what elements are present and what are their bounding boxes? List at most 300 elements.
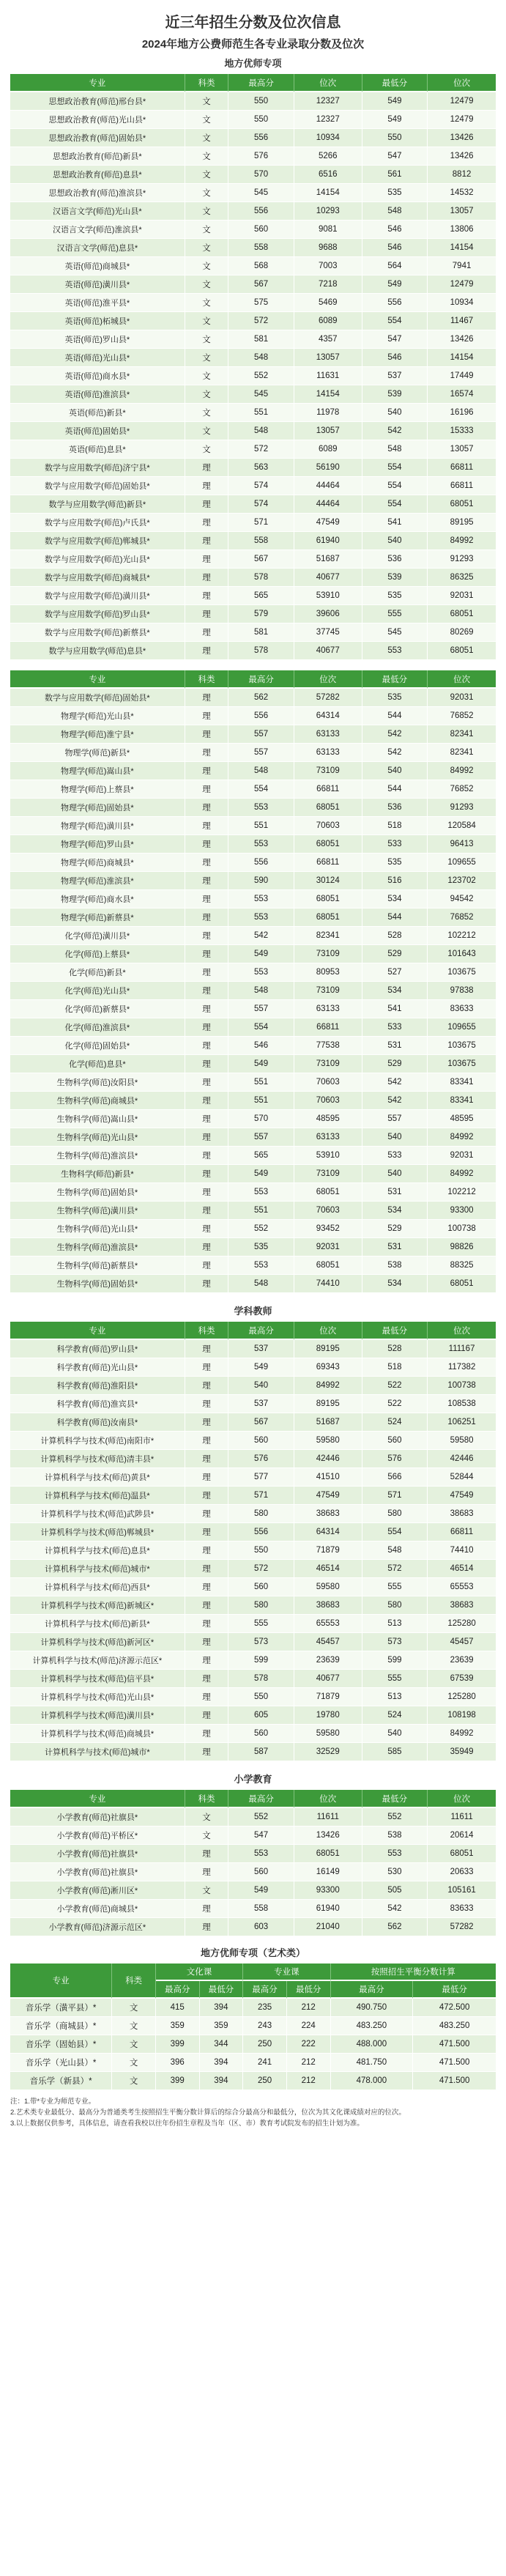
- value-cell: 文: [185, 294, 229, 312]
- major-cell: 计算机科学与技术(师范)济源示范区*: [10, 1651, 185, 1670]
- value-cell: 557: [228, 725, 294, 744]
- value-cell: 63133: [294, 744, 362, 762]
- value-cell: 529: [362, 1220, 428, 1238]
- value-cell: 8812: [428, 166, 496, 184]
- value-cell: 理: [185, 459, 229, 477]
- value-cell: 63133: [294, 1128, 362, 1147]
- value-cell: 4357: [294, 330, 362, 349]
- value-cell: 528: [362, 1340, 428, 1358]
- value-cell: 13426: [428, 147, 496, 166]
- value-cell: 38683: [428, 1596, 496, 1615]
- value-cell: 理: [185, 835, 229, 854]
- major-cell: 化学(师范)息县*: [10, 1055, 185, 1073]
- value-cell: 92031: [428, 689, 496, 707]
- value-cell: 243: [243, 2017, 287, 2035]
- value-cell: 548: [228, 422, 294, 440]
- value-cell: 38683: [428, 1505, 496, 1523]
- value-cell: 文: [185, 422, 229, 440]
- value-cell: 415: [156, 1999, 200, 2017]
- art-header-major-min: 最低分: [287, 1981, 331, 1999]
- value-cell: 理: [185, 1432, 229, 1450]
- table-row: [10, 1256, 496, 1275]
- major-cell: 物理学(师范)罗山县*: [10, 835, 185, 854]
- value-cell: 70603: [294, 1073, 362, 1092]
- value-cell: 理: [185, 1863, 229, 1881]
- table-row: [10, 221, 496, 239]
- value-cell: 551: [228, 404, 294, 422]
- value-cell: 文: [185, 92, 229, 111]
- value-cell: 74410: [428, 1541, 496, 1560]
- value-cell: 562: [362, 1918, 428, 1936]
- value-cell: 548: [362, 440, 428, 459]
- value-cell: 540: [362, 1165, 428, 1183]
- major-cell: 计算机科学与技术(师范)信平县*: [10, 1670, 185, 1688]
- table-row: [10, 908, 496, 927]
- value-cell: 97838: [428, 982, 496, 1000]
- major-cell: 计算机科学与技术(师范)清丰县*: [10, 1450, 185, 1468]
- value-cell: 102212: [428, 927, 496, 945]
- major-cell: 数学与应用数学(师范)商城县*: [10, 569, 185, 587]
- table-row: [10, 2035, 496, 2054]
- value-cell: 73109: [294, 762, 362, 780]
- table-row: [10, 1220, 496, 1238]
- table-row: [10, 1560, 496, 1578]
- value-cell: 549: [228, 1881, 294, 1900]
- value-cell: 15333: [428, 422, 496, 440]
- value-cell: 理: [185, 799, 229, 817]
- value-cell: 66811: [428, 1523, 496, 1541]
- major-cell: 化学(师范)新县*: [10, 963, 185, 982]
- value-cell: 399: [156, 2072, 200, 2090]
- art-header-composite: 按照招生平衡分数计算: [331, 1964, 496, 1981]
- value-cell: 241: [243, 2054, 287, 2072]
- value-cell: 44464: [294, 495, 362, 514]
- value-cell: 538: [362, 1826, 428, 1845]
- value-cell: 550: [362, 129, 428, 147]
- value-cell: 513: [362, 1615, 428, 1633]
- major-cell: 物理学(师范)潢川县*: [10, 817, 185, 835]
- value-cell: 540: [228, 1377, 294, 1395]
- value-cell: 541: [362, 514, 428, 532]
- major-cell: 生物科学(师范)固始县*: [10, 1275, 185, 1293]
- value-cell: 14154: [294, 385, 362, 404]
- value-cell: 545: [228, 184, 294, 202]
- table-header-cell: 科类: [185, 1322, 229, 1340]
- value-cell: 理: [185, 1377, 229, 1395]
- value-cell: 5469: [294, 294, 362, 312]
- value-cell: 理: [185, 1615, 229, 1633]
- value-cell: 理: [185, 1358, 229, 1377]
- value-cell: 537: [228, 1340, 294, 1358]
- value-cell: 文: [185, 1826, 229, 1845]
- value-cell: 理: [185, 1340, 229, 1358]
- value-cell: 11467: [428, 312, 496, 330]
- value-cell: 14154: [294, 184, 362, 202]
- major-cell: 生物科学(师范)潢川县*: [10, 1202, 185, 1220]
- major-cell: 英语(师范)商水县*: [10, 367, 185, 385]
- value-cell: 555: [362, 605, 428, 623]
- table-row: [10, 1578, 496, 1596]
- value-cell: 123702: [428, 872, 496, 890]
- value-cell: 13426: [428, 129, 496, 147]
- value-cell: 540: [362, 1725, 428, 1743]
- table-header-cell: 最高分: [228, 74, 294, 92]
- value-cell: 40677: [294, 1670, 362, 1688]
- value-cell: 73109: [294, 982, 362, 1000]
- value-cell: 553: [228, 799, 294, 817]
- value-cell: 66811: [294, 854, 362, 872]
- major-cell: 计算机科学与技术(师范)温县*: [10, 1487, 185, 1505]
- value-cell: 理: [185, 1541, 229, 1560]
- table-row: [10, 1055, 496, 1073]
- major-cell: 化学(师范)新蔡县*: [10, 1000, 185, 1018]
- value-cell: 534: [362, 982, 428, 1000]
- value-cell: 6089: [294, 312, 362, 330]
- value-cell: 理: [185, 945, 229, 963]
- value-cell: 7941: [428, 257, 496, 275]
- value-cell: 556: [228, 129, 294, 147]
- value-cell: 理: [185, 927, 229, 945]
- value-cell: 359: [156, 2017, 200, 2035]
- value-cell: 理: [185, 1220, 229, 1238]
- table-header-cell: 位次: [428, 1790, 496, 1808]
- value-cell: 599: [228, 1651, 294, 1670]
- table-row: [10, 799, 496, 817]
- table-row: [10, 92, 496, 111]
- value-cell: 73109: [294, 1055, 362, 1073]
- value-cell: 理: [185, 1505, 229, 1523]
- value-cell: 57282: [294, 689, 362, 707]
- table-row: [10, 459, 496, 477]
- value-cell: 理: [185, 762, 229, 780]
- major-cell: 科学教育(师范)淮阳县*: [10, 1377, 185, 1395]
- value-cell: 68051: [294, 835, 362, 854]
- table-row: [10, 550, 496, 569]
- major-cell: 生物科学(师范)光山县*: [10, 1220, 185, 1238]
- value-cell: 理: [185, 1092, 229, 1110]
- table-row: [10, 202, 496, 221]
- major-cell: 小学教育(师范)社旗县*: [10, 1845, 185, 1863]
- table-row: [10, 257, 496, 275]
- major-cell: 计算机科学与技术(师范)新县*: [10, 1615, 185, 1633]
- value-cell: 59580: [294, 1578, 362, 1596]
- table-row: [10, 1863, 496, 1881]
- value-cell: 32529: [294, 1743, 362, 1761]
- value-cell: 548: [228, 982, 294, 1000]
- major-cell: 英语(师范)潢川县*: [10, 275, 185, 294]
- value-cell: 93452: [294, 1220, 362, 1238]
- table-row: [10, 1596, 496, 1615]
- table-header-cell: 科类: [185, 1790, 229, 1808]
- value-cell: 5266: [294, 147, 362, 166]
- value-cell: 544: [362, 908, 428, 927]
- value-cell: 11611: [294, 1808, 362, 1826]
- value-cell: 46514: [428, 1560, 496, 1578]
- value-cell: 84992: [294, 1377, 362, 1395]
- table-row: [10, 1450, 496, 1468]
- value-cell: 570: [228, 166, 294, 184]
- value-cell: 558: [228, 239, 294, 257]
- value-cell: 93300: [294, 1881, 362, 1900]
- table-row: [10, 1487, 496, 1505]
- score-table: [10, 1322, 496, 1761]
- major-cell: 思想政治教育(师范)光山县*: [10, 111, 185, 129]
- value-cell: 38683: [294, 1505, 362, 1523]
- value-cell: 理: [185, 1147, 229, 1165]
- value-cell: 546: [362, 239, 428, 257]
- value-cell: 68051: [428, 1275, 496, 1293]
- major-cell: 生物科学(师范)固始县*: [10, 1183, 185, 1202]
- value-cell: 13057: [428, 202, 496, 221]
- value-cell: 11611: [428, 1808, 496, 1826]
- value-cell: 557: [362, 1110, 428, 1128]
- value-cell: 524: [362, 1706, 428, 1725]
- score-sections: [10, 56, 496, 1936]
- table-row: [10, 184, 496, 202]
- major-cell: 计算机科学与技术(师范)光山县*: [10, 1688, 185, 1706]
- value-cell: 理: [185, 514, 229, 532]
- value-cell: 13057: [294, 349, 362, 367]
- art-header-composite-max: 最高分: [331, 1981, 414, 1999]
- value-cell: 14154: [428, 349, 496, 367]
- value-cell: 558: [228, 532, 294, 550]
- art-header-major-score: 专业课: [243, 1964, 330, 1981]
- value-cell: 91293: [428, 799, 496, 817]
- major-cell: 思想政治教育(师范)淮滨县*: [10, 184, 185, 202]
- value-cell: 7003: [294, 257, 362, 275]
- value-cell: 理: [185, 1018, 229, 1037]
- score-section: [10, 1772, 496, 1936]
- value-cell: 580: [362, 1505, 428, 1523]
- value-cell: 550: [228, 1541, 294, 1560]
- value-cell: 587: [228, 1743, 294, 1761]
- value-cell: 45457: [428, 1633, 496, 1651]
- value-cell: 576: [228, 1450, 294, 1468]
- value-cell: 394: [200, 2072, 244, 2090]
- value-cell: 84992: [428, 1165, 496, 1183]
- major-cell: 英语(师范)淮滨县*: [10, 385, 185, 404]
- value-cell: 理: [185, 908, 229, 927]
- value-cell: 理: [185, 1688, 229, 1706]
- value-cell: 117382: [428, 1358, 496, 1377]
- value-cell: 61940: [294, 1900, 362, 1918]
- value-cell: 100738: [428, 1377, 496, 1395]
- major-cell: 小学教育(师范)社旗县*: [10, 1808, 185, 1826]
- value-cell: 理: [185, 1202, 229, 1220]
- value-cell: 53910: [294, 1147, 362, 1165]
- value-cell: 理: [185, 1238, 229, 1256]
- value-cell: 76852: [428, 908, 496, 927]
- value-cell: 77538: [294, 1037, 362, 1055]
- major-cell: 物理学(师范)商城县*: [10, 854, 185, 872]
- value-cell: 理: [185, 495, 229, 514]
- value-cell: 522: [362, 1395, 428, 1413]
- value-cell: 56190: [294, 459, 362, 477]
- value-cell: 554: [362, 459, 428, 477]
- value-cell: 554: [362, 477, 428, 495]
- value-cell: 565: [228, 587, 294, 605]
- value-cell: 103675: [428, 1037, 496, 1055]
- value-cell: 文: [185, 239, 229, 257]
- table-row: [10, 422, 496, 440]
- footnote-line: 注：1.带*专业为师范专业。: [10, 2098, 96, 2106]
- art-score-table: [10, 1964, 496, 2090]
- table-row: [10, 1999, 496, 2017]
- value-cell: 546: [362, 221, 428, 239]
- value-cell: 542: [362, 1900, 428, 1918]
- value-cell: 理: [185, 707, 229, 725]
- table-row: [10, 689, 496, 707]
- major-cell: 物理学(师范)固始县*: [10, 799, 185, 817]
- value-cell: 551: [228, 1202, 294, 1220]
- value-cell: 580: [228, 1505, 294, 1523]
- value-cell: 70603: [294, 1092, 362, 1110]
- value-cell: 554: [362, 312, 428, 330]
- table-row: [10, 1808, 496, 1826]
- major-cell: 生物科学(师范)光山县*: [10, 1128, 185, 1147]
- value-cell: 92031: [294, 1238, 362, 1256]
- value-cell: 518: [362, 1358, 428, 1377]
- value-cell: 560: [228, 1863, 294, 1881]
- value-cell: 23639: [428, 1651, 496, 1670]
- value-cell: 文: [185, 312, 229, 330]
- value-cell: 471.500: [413, 2035, 496, 2054]
- table-row: [10, 514, 496, 532]
- value-cell: 84992: [428, 532, 496, 550]
- value-cell: 571: [362, 1487, 428, 1505]
- value-cell: 549: [362, 275, 428, 294]
- value-cell: 文: [112, 2072, 156, 2090]
- value-cell: 572: [228, 312, 294, 330]
- value-cell: 84992: [428, 1128, 496, 1147]
- table-row: [10, 1413, 496, 1432]
- value-cell: 125280: [428, 1615, 496, 1633]
- major-cell: 英语(师范)商城县*: [10, 257, 185, 275]
- value-cell: 40677: [294, 642, 362, 660]
- value-cell: 44464: [294, 477, 362, 495]
- table-row: [10, 1651, 496, 1670]
- value-cell: 理: [185, 872, 229, 890]
- table-row: [10, 1395, 496, 1413]
- major-cell: 思想政治教育(师范)新县*: [10, 147, 185, 166]
- value-cell: 96413: [428, 835, 496, 854]
- major-cell: 计算机科学与技术(师范)城市*: [10, 1743, 185, 1761]
- major-cell: 生物科学(师范)商城县*: [10, 1092, 185, 1110]
- value-cell: 394: [200, 1999, 244, 2017]
- major-cell: 物理学(师范)光山县*: [10, 707, 185, 725]
- table-row: [10, 1018, 496, 1037]
- value-cell: 51687: [294, 550, 362, 569]
- value-cell: 567: [228, 275, 294, 294]
- value-cell: 83341: [428, 1092, 496, 1110]
- value-cell: 344: [200, 2035, 244, 2054]
- value-cell: 573: [228, 1633, 294, 1651]
- value-cell: 120584: [428, 817, 496, 835]
- value-cell: 文: [185, 111, 229, 129]
- table-header-cell: 位次: [294, 1322, 362, 1340]
- value-cell: 68051: [294, 1256, 362, 1275]
- value-cell: 文: [185, 385, 229, 404]
- value-cell: 文: [112, 2054, 156, 2072]
- value-cell: 550: [228, 92, 294, 111]
- value-cell: 573: [362, 1633, 428, 1651]
- table-row: [10, 1743, 496, 1761]
- value-cell: 理: [185, 780, 229, 799]
- value-cell: 理: [185, 1000, 229, 1018]
- value-cell: 文: [185, 129, 229, 147]
- value-cell: 549: [228, 1358, 294, 1377]
- value-cell: 571: [228, 514, 294, 532]
- value-cell: 文: [185, 166, 229, 184]
- value-cell: 533: [362, 1018, 428, 1037]
- value-cell: 11631: [294, 367, 362, 385]
- value-cell: 21040: [294, 1918, 362, 1936]
- table-row: [10, 275, 496, 294]
- value-cell: 10934: [294, 129, 362, 147]
- major-cell: 英语(师范)柘城县*: [10, 312, 185, 330]
- major-cell: 汉语言文学(师范)息县*: [10, 239, 185, 257]
- value-cell: 38683: [294, 1596, 362, 1615]
- value-cell: 30124: [294, 872, 362, 890]
- major-cell: 数学与应用数学(师范)潢川县*: [10, 587, 185, 605]
- table-row: [10, 1183, 496, 1202]
- section-title: 小学教育: [234, 1774, 272, 1785]
- value-cell: 47549: [294, 514, 362, 532]
- table-row: [10, 1092, 496, 1110]
- value-cell: 555: [362, 1670, 428, 1688]
- value-cell: 558: [228, 1900, 294, 1918]
- value-cell: 文: [185, 275, 229, 294]
- table-row: [10, 330, 496, 349]
- value-cell: 399: [156, 2035, 200, 2054]
- score-table: [10, 74, 496, 660]
- major-cell: 小学教育(师范)商城县*: [10, 1900, 185, 1918]
- value-cell: 94542: [428, 890, 496, 908]
- value-cell: 82341: [428, 725, 496, 744]
- art-header-culture-min: 最低分: [200, 1981, 244, 1999]
- value-cell: 16196: [428, 404, 496, 422]
- table-header-cell: 科类: [185, 74, 229, 92]
- table-row: [10, 1110, 496, 1128]
- value-cell: 568: [228, 257, 294, 275]
- value-cell: 102212: [428, 1183, 496, 1202]
- major-cell: 英语(师范)罗山县*: [10, 330, 185, 349]
- value-cell: 63133: [294, 725, 362, 744]
- table-row: [10, 1615, 496, 1633]
- value-cell: 212: [287, 2054, 331, 2072]
- value-cell: 理: [185, 1725, 229, 1743]
- major-cell: 小学教育(师范)平桥区*: [10, 1826, 185, 1845]
- value-cell: 89195: [294, 1395, 362, 1413]
- value-cell: 542: [362, 725, 428, 744]
- art-header-category: 科类: [112, 1964, 156, 1999]
- footnotes: [10, 2096, 496, 2129]
- value-cell: 540: [362, 1128, 428, 1147]
- table-header-cell: 最低分: [362, 74, 428, 92]
- value-cell: 535: [362, 587, 428, 605]
- value-cell: 理: [185, 1055, 229, 1073]
- value-cell: 531: [362, 1238, 428, 1256]
- value-cell: 109655: [428, 1018, 496, 1037]
- value-cell: 546: [228, 1037, 294, 1055]
- table-row: [10, 1900, 496, 1918]
- value-cell: 63133: [294, 1000, 362, 1018]
- major-cell: 数学与应用数学(师范)息县*: [10, 642, 185, 660]
- major-cell: 思想政治教育(师范)息县*: [10, 166, 185, 184]
- value-cell: 82341: [294, 927, 362, 945]
- value-cell: 理: [185, 1651, 229, 1670]
- value-cell: 理: [185, 1487, 229, 1505]
